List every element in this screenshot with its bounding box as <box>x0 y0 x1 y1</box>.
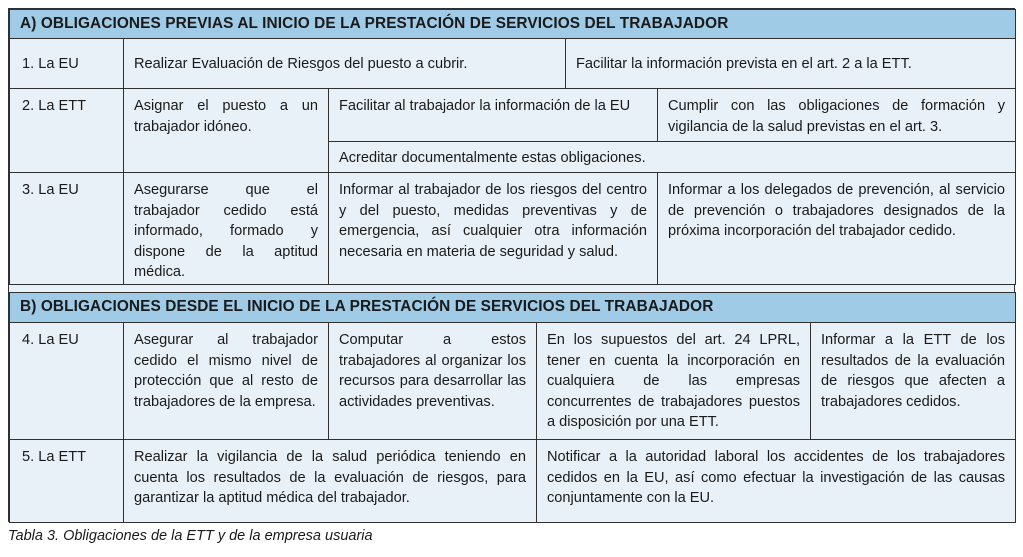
row1-cell-2: Facilitar la información prevista en el art. 2 a la ETT. <box>565 38 1016 89</box>
row1-cell-1: Realizar Evaluación de Riesgos del puesto a cubrir. <box>123 38 566 89</box>
row2-cell-3: Cumplir con las obligaciones de formación y vigilancia de la salud previstas en el art. 3. <box>657 88 1016 142</box>
row1-label: 1. La EU <box>9 38 124 89</box>
row2-label: 2. La ETT <box>9 88 124 173</box>
row4-cell-3: En los supuestos del art. 24 LPRL, tener en cuenta la incorporación en cualquiera de las empresas concurrentes de trabajadores puestos a disposición por una ETT. <box>536 322 811 440</box>
section-a-header: A) OBLIGACIONES PREVIAS AL INICIO DE LA PRESTACIÓN DE SERVICIOS DEL TRABAJADOR <box>9 9 1016 39</box>
row4-cell-2: Computar a estos trabajadores al organizar los recursos para desarrollar las actividades preventivas. <box>328 322 537 440</box>
row5-cell-1: Realizar la vigilancia de la salud periódica teniendo en cuenta los resultados de la evaluación de riesgos, para garantizar la aptitud médica del trabajador. <box>123 439 537 523</box>
row4-cell-4: Informar a la ETT de los resultados de la evaluación de riesgos que afecten a trabajadores cedidos. <box>810 322 1016 440</box>
table-caption: Tabla 3. Obligaciones de la ETT y de la empresa usuaria <box>8 528 373 544</box>
row5-cell-2: Notificar a la autoridad laboral los accidentes de los trabajadores cedidos en la EU, así como efectuar la investigación de las causas conjuntamente con la EU. <box>536 439 1016 523</box>
row3-cell-1: Asegurarse que el trabajador cedido está informado, formado y dispone de la aptitud médica. <box>123 172 329 285</box>
row2-cell-1: Asignar el puesto a un trabajador idóneo. <box>123 88 329 173</box>
row4-label: 4. La EU <box>9 322 124 440</box>
row3-cell-2: Informar al trabajador de los riesgos del centro y del puesto, medidas preventivas y de emergencia, así cualquier otra información necesaria en materia de seguridad y salud. <box>328 172 658 285</box>
row5-label: 5. La ETT <box>9 439 124 523</box>
row3-label: 3. La EU <box>9 172 124 285</box>
row3-cell-3: Informar a los delegados de prevención, al servicio de prevención o trabajadores designados de la próxima incorporación del trabajador cedido. <box>657 172 1016 285</box>
row2-cell-4: Acreditar documentalmente estas obligaciones. <box>328 141 1016 173</box>
section-b-header: B) OBLIGACIONES DESDE EL INICIO DE LA PRESTACIÓN DE SERVICIOS DEL TRABAJADOR <box>9 292 1016 323</box>
row4-cell-1: Asegurar al trabajador cedido el mismo nivel de protección que al resto de trabajadores de la empresa. <box>123 322 329 440</box>
row2-cell-2: Facilitar al trabajador la información de la EU <box>328 88 658 142</box>
obligations-table <box>8 8 1015 522</box>
